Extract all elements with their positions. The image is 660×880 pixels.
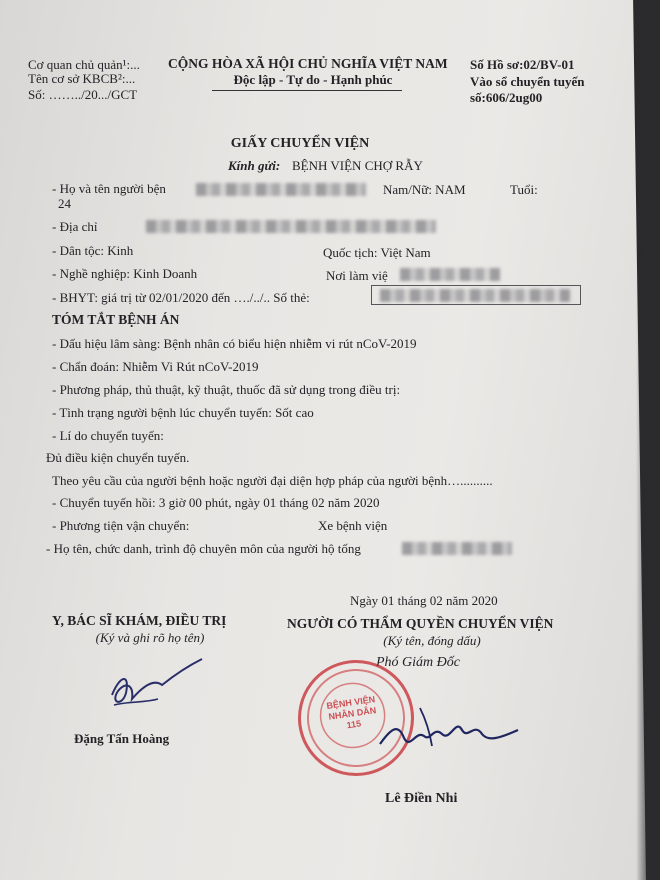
doctor-signature (100, 655, 210, 715)
patient-insurance: - BHYT: giá trị từ 02/01/2020 đến …./../.. Số thẻ: (52, 290, 310, 305)
header-left-facility: Tên cơ sở KBCB²:... (28, 71, 136, 86)
signing-date: Ngày 01 tháng 02 năm 2020 (350, 593, 498, 608)
summary-diagnosis: - Chẩn đoán: Nhiễm Vi Rút nCoV-2019 (52, 359, 259, 374)
authority-title: NGƯỜI CÓ THẨM QUYỀN CHUYỂN VIỆN (287, 616, 554, 631)
header-register-label: Vào sổ chuyển tuyến (470, 74, 585, 89)
doctor-name: Đặng Tấn Hoàng (74, 731, 170, 746)
summary-heading: TÓM TẮT BỆNH ÁN (52, 312, 180, 327)
redacted-card-number (380, 289, 570, 302)
stamp-text: BỆNH VIỆN NHÂN DÂN 115 (325, 694, 377, 731)
patient-name-label: - Họ và tên người bện (52, 181, 166, 196)
patient-age-value: 24 (58, 196, 71, 211)
doctor-title: Y, BÁC SĨ KHÁM, ĐIỀU TRỊ (52, 613, 227, 628)
patient-occupation: - Nghề nghiệp: Kinh Doanh (52, 266, 198, 281)
summary-escort-label: - Họ tên, chức danh, trình độ chuyên môn của người hộ tống (46, 541, 361, 556)
header-register-number: số:606/2ug00 (470, 90, 543, 105)
authority-sign-note: (Ký tên, đóng dấu) (383, 633, 481, 648)
motto-underline (212, 90, 402, 91)
redacted-escort (402, 542, 512, 555)
header-record-number: Số Hồ sơ:02/BV-01 (470, 57, 575, 72)
document-title: GIẤY CHUYỂN VIỆN (230, 136, 370, 151)
patient-ethnicity: - Dân tộc: Kinh (52, 243, 134, 258)
summary-transport-value: Xe bệnh viện (318, 518, 388, 533)
addressee-label: Kính gửi: (228, 158, 281, 173)
patient-address-label: - Địa chỉ (52, 219, 98, 234)
summary-transfer-time: - Chuyển tuyến hồi: 3 giờ 00 phút, ngày 01 tháng 02 năm 2020 (52, 495, 380, 510)
background-edge (636, 0, 660, 880)
summary-transport-label: - Phương tiện vận chuyển: (52, 518, 190, 533)
authority-role: Phó Giám Đốc (376, 655, 460, 670)
doctor-sign-note: (Ký và ghi rõ họ tên) (95, 630, 205, 645)
authority-signature (370, 700, 530, 760)
summary-reason-request: Theo yêu cầu của người bệnh hoặc người đại diện hợp pháp của người bệnh….......... (52, 473, 493, 488)
addressee-name: BỆNH VIỆN CHỢ RẪY (292, 158, 423, 173)
redacted-workplace (400, 268, 500, 281)
patient-sex: Nam/Nữ: NAM (383, 182, 466, 197)
header-motto: Độc lập - Tự do - Hạnh phúc (233, 72, 393, 87)
summary-reason-eligible: Đủ điều kiện chuyển tuyến. (46, 450, 190, 465)
redacted-name (196, 183, 366, 196)
header-national-title: CỘNG HÒA XÃ HỘI CHỦ NGHĨA VIỆT NAM (168, 56, 448, 71)
patient-age-label: Tuổi: (510, 182, 538, 197)
summary-reason-label: - Lí do chuyển tuyến: (52, 428, 164, 443)
summary-clinical-signs: - Dấu hiệu lâm sàng: Bệnh nhân có biểu hiện nhiễm vi rút nCoV-2019 (52, 336, 417, 351)
authority-name: Lê Điền Nhi (385, 791, 458, 806)
summary-treatment: - Phương pháp, thủ thuật, kỹ thuật, thuốc đã sử dụng trong điều trị: (52, 382, 401, 397)
patient-workplace-label: Nơi làm việ (326, 268, 388, 283)
patient-nationality: Quốc tịch: Việt Nam (323, 245, 431, 260)
header-left-number: Số: ……../20.../GCT (28, 87, 138, 102)
summary-condition: - Tình trạng người bệnh lúc chuyển tuyến: Sốt cao (52, 405, 314, 420)
redacted-address (146, 220, 436, 233)
header-left-agency: Cơ quan chủ quản¹:... (28, 57, 140, 72)
